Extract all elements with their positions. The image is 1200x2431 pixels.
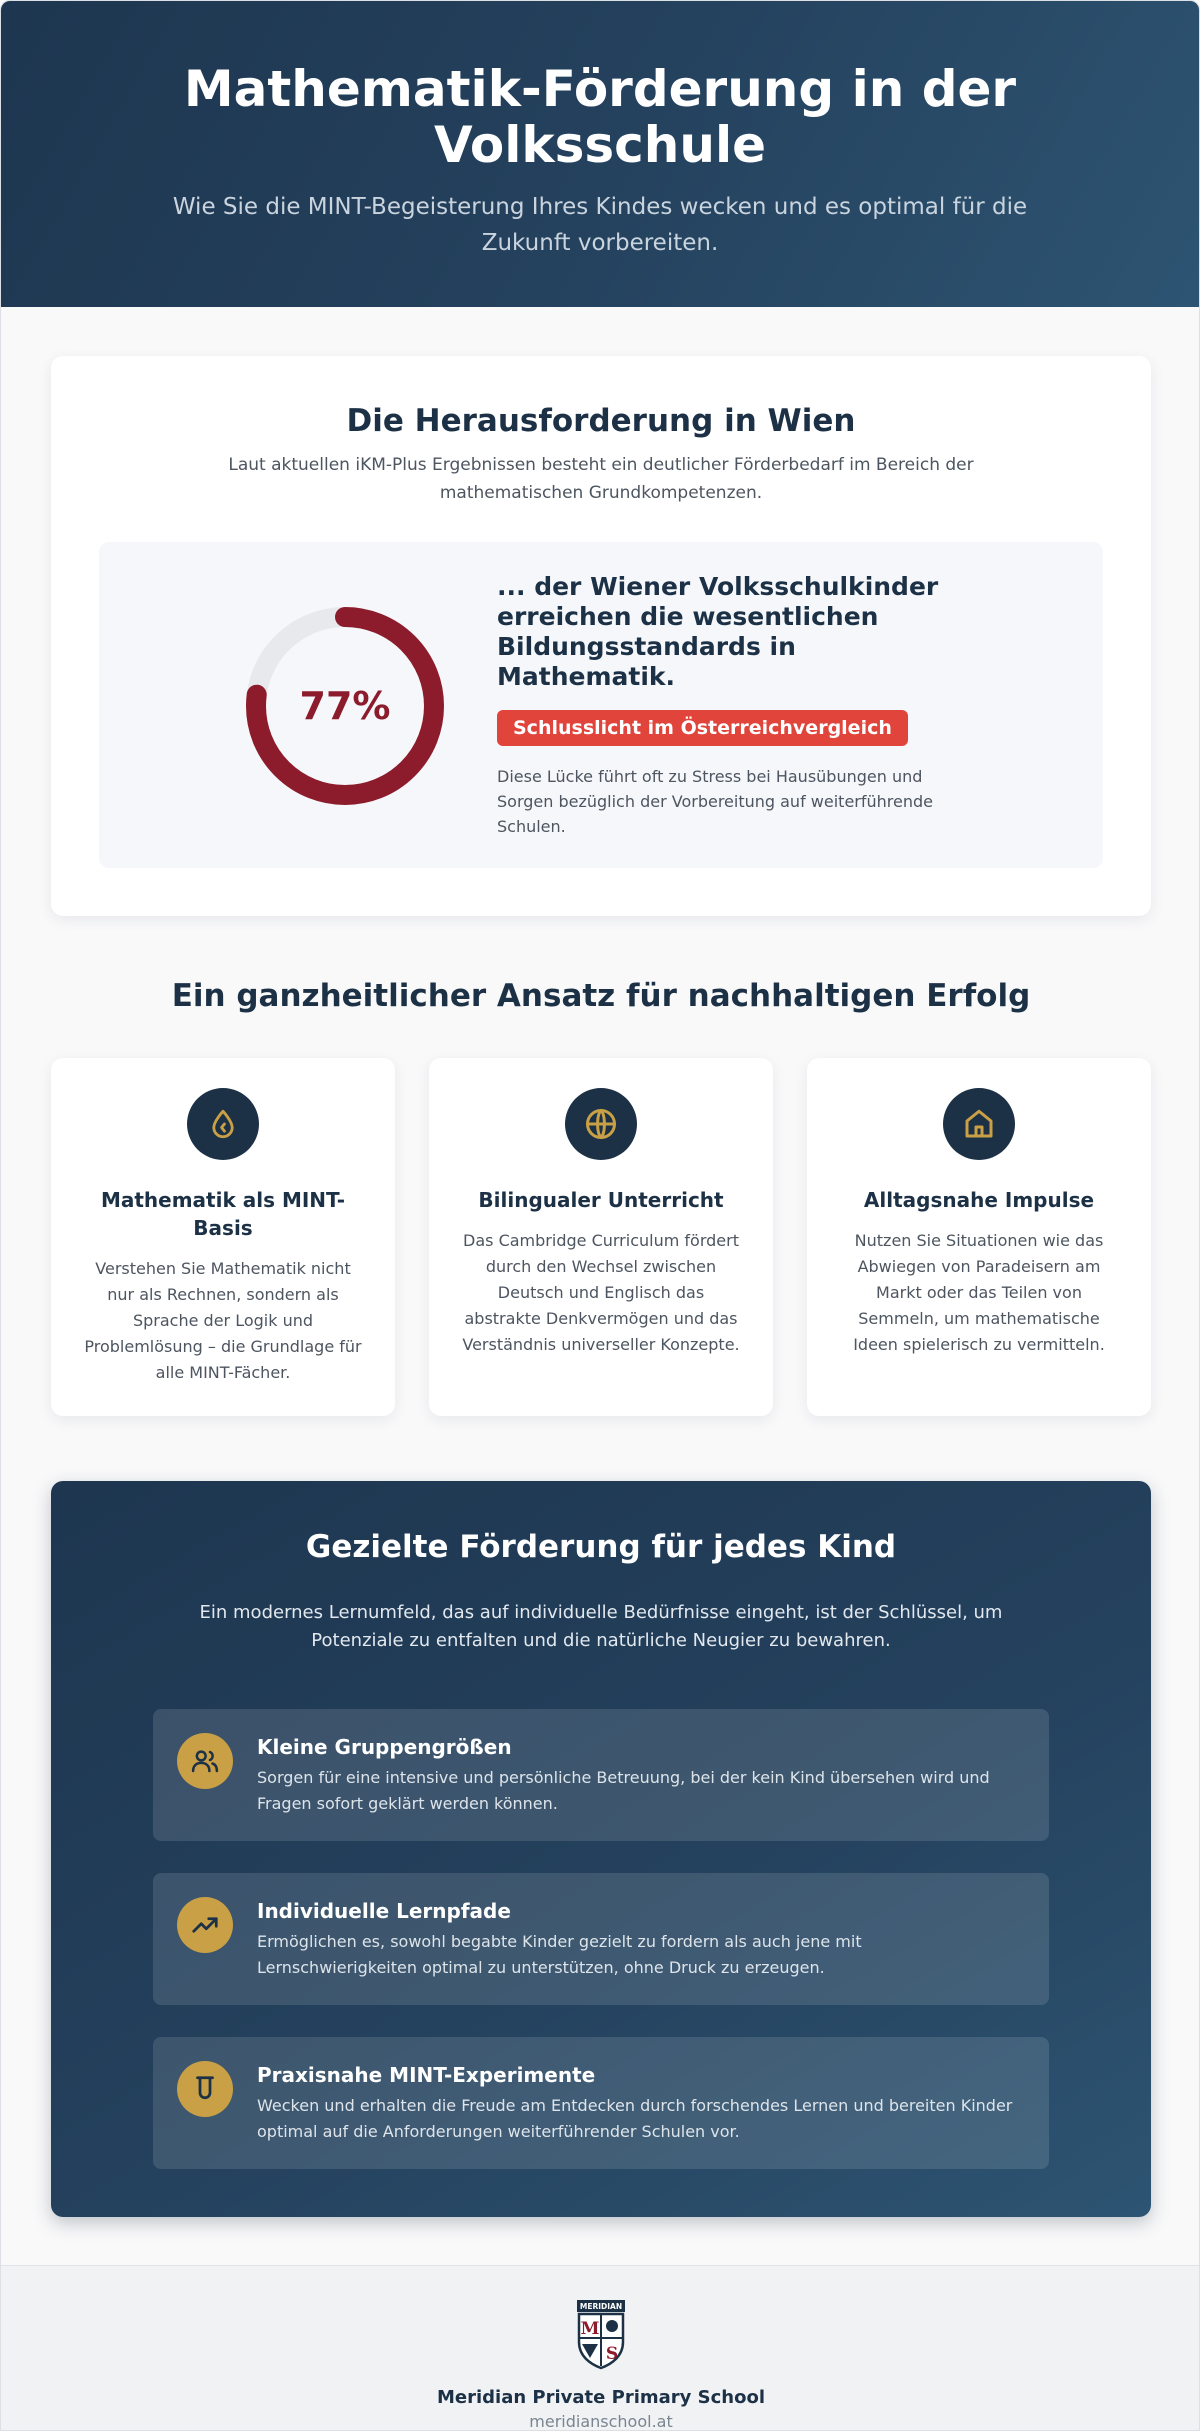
users-icon [190, 1746, 220, 1776]
feature-title: Bilingualer Unterricht [478, 1188, 724, 1212]
stat-headline: ... der Wiener Volksschulkinder erreichen die wesentlichen Bildungsstandards in Mathematik. [497, 572, 939, 691]
approach-title: Ein ganzheitlicher Ansatz für nachhaltigen Erfolg [171, 978, 1031, 1014]
feature-icon-badge [943, 1088, 1015, 1160]
feature-card-bilingual [429, 1058, 773, 1416]
trending-up-icon [190, 1910, 220, 1940]
feature-card-mint [51, 1058, 395, 1416]
school-logo [574, 2298, 628, 2370]
stat-note: Diese Lücke führt oft zu Stress bei Hausübungen und Sorgen bezüglich der Vorbereitung auf weiterführende Schulen. [497, 767, 933, 836]
support-item-experiments [153, 2037, 1049, 2169]
challenge-lead: Laut aktuellen iKM-Plus Ergebnissen besteht ein deutlicher Förderbedarf im Bereich der mathematischen Grundkompetenzen. [228, 455, 974, 503]
feature-card-everyday [807, 1058, 1151, 1416]
support-lead: Ein modernes Lernumfeld, das auf individuelle Bedürfnisse eingeht, ist der Schlüssel, um Potenziale zu entfalten und die natürliche Neugier zu bewahren. [199, 1602, 1003, 1651]
page-title: Mathematik-Förderung in der Volksschule [183, 60, 1017, 174]
support-section [51, 1481, 1151, 2217]
support-item-paths [153, 1873, 1049, 2005]
beaker-icon [190, 2074, 220, 2104]
stat-text [497, 572, 957, 839]
home-icon [961, 1106, 997, 1142]
support-title: Gezielte Förderung für jedes Kind [305, 1529, 897, 1565]
drop-icon [206, 1107, 240, 1141]
hero-header [1, 1, 1199, 307]
support-item-text: Ermöglichen es, sowohl begabte Kinder gezielt zu fordern als auch jene mit Lernschwierigkeiten optimal zu unterstützen, ohne Druck zu erzeugen. [257, 1932, 862, 1977]
support-icon-badge [177, 1733, 233, 1789]
support-icon-badge [177, 1897, 233, 1953]
support-item-title: Kleine Gruppengrößen [257, 1735, 512, 1759]
school-url[interactable]: meridianschool.at [529, 2412, 673, 2431]
feature-text: Verstehen Sie Mathematik nicht nur als Rechnen, sondern als Sprache der Logik und Problemlösung – die Grundlage für alle MINT-Fächer. [84, 1259, 362, 1382]
logo-letter-m: M [580, 2319, 600, 2339]
page-subtitle: Wie Sie die MINT-Begeisterung Ihres Kindes wecken und es optimal für die Zukunft vorbereiten. [172, 194, 1028, 256]
globe-icon [583, 1106, 619, 1142]
footer [1, 2265, 1200, 2431]
support-item-title: Praxisnahe MINT-Experimente [257, 2063, 596, 2087]
challenge-card [51, 356, 1151, 916]
challenge-title: Die Herausforderung in Wien [346, 403, 856, 439]
feature-title: Alltagsnahe Impulse [863, 1188, 1095, 1212]
feature-text: Nutzen Sie Situationen wie das Abwiegen von Paradeisern am Markt oder das Teilen von Semmeln, um mathematische Ideen spielerisch zu vermitteln. [853, 1231, 1105, 1354]
support-item-text: Sorgen für eine intensive und persönliche Betreuung, bei der kein Kind übersehen wird und Fragen sofort geklärt werden können. [257, 1768, 990, 1813]
feature-icon-badge [565, 1088, 637, 1160]
support-item-text: Wecken und erhalten die Freude am Entdecken durch forschendes Lernen und bereiten Kinder optimal auf die Anforderungen weiterführender Schulen vor. [257, 2096, 1013, 2141]
support-item-title: Individuelle Lernpfade [257, 1899, 511, 1923]
status-badge: Schlusslicht im Österreichvergleich [497, 710, 908, 746]
school-name: Meridian Private Primary School [436, 2387, 766, 2408]
feature-text: Das Cambridge Curriculum fördert durch den Wechsel zwischen Deutsch und Englisch das abstrakte Denkvermögen und das Verständnis universeller Konzepte. [462, 1231, 740, 1354]
stat-box [99, 542, 1103, 868]
feature-icon-badge [187, 1088, 259, 1160]
logo-letter-s: S [605, 2344, 619, 2364]
logo-text: MERIDIAN [579, 2302, 623, 2311]
support-item-groups [153, 1709, 1049, 1841]
feature-title: Mathematik als MINT-Basis [100, 1188, 346, 1240]
support-icon-badge [177, 2061, 233, 2117]
stat-value: 77% [299, 684, 391, 728]
